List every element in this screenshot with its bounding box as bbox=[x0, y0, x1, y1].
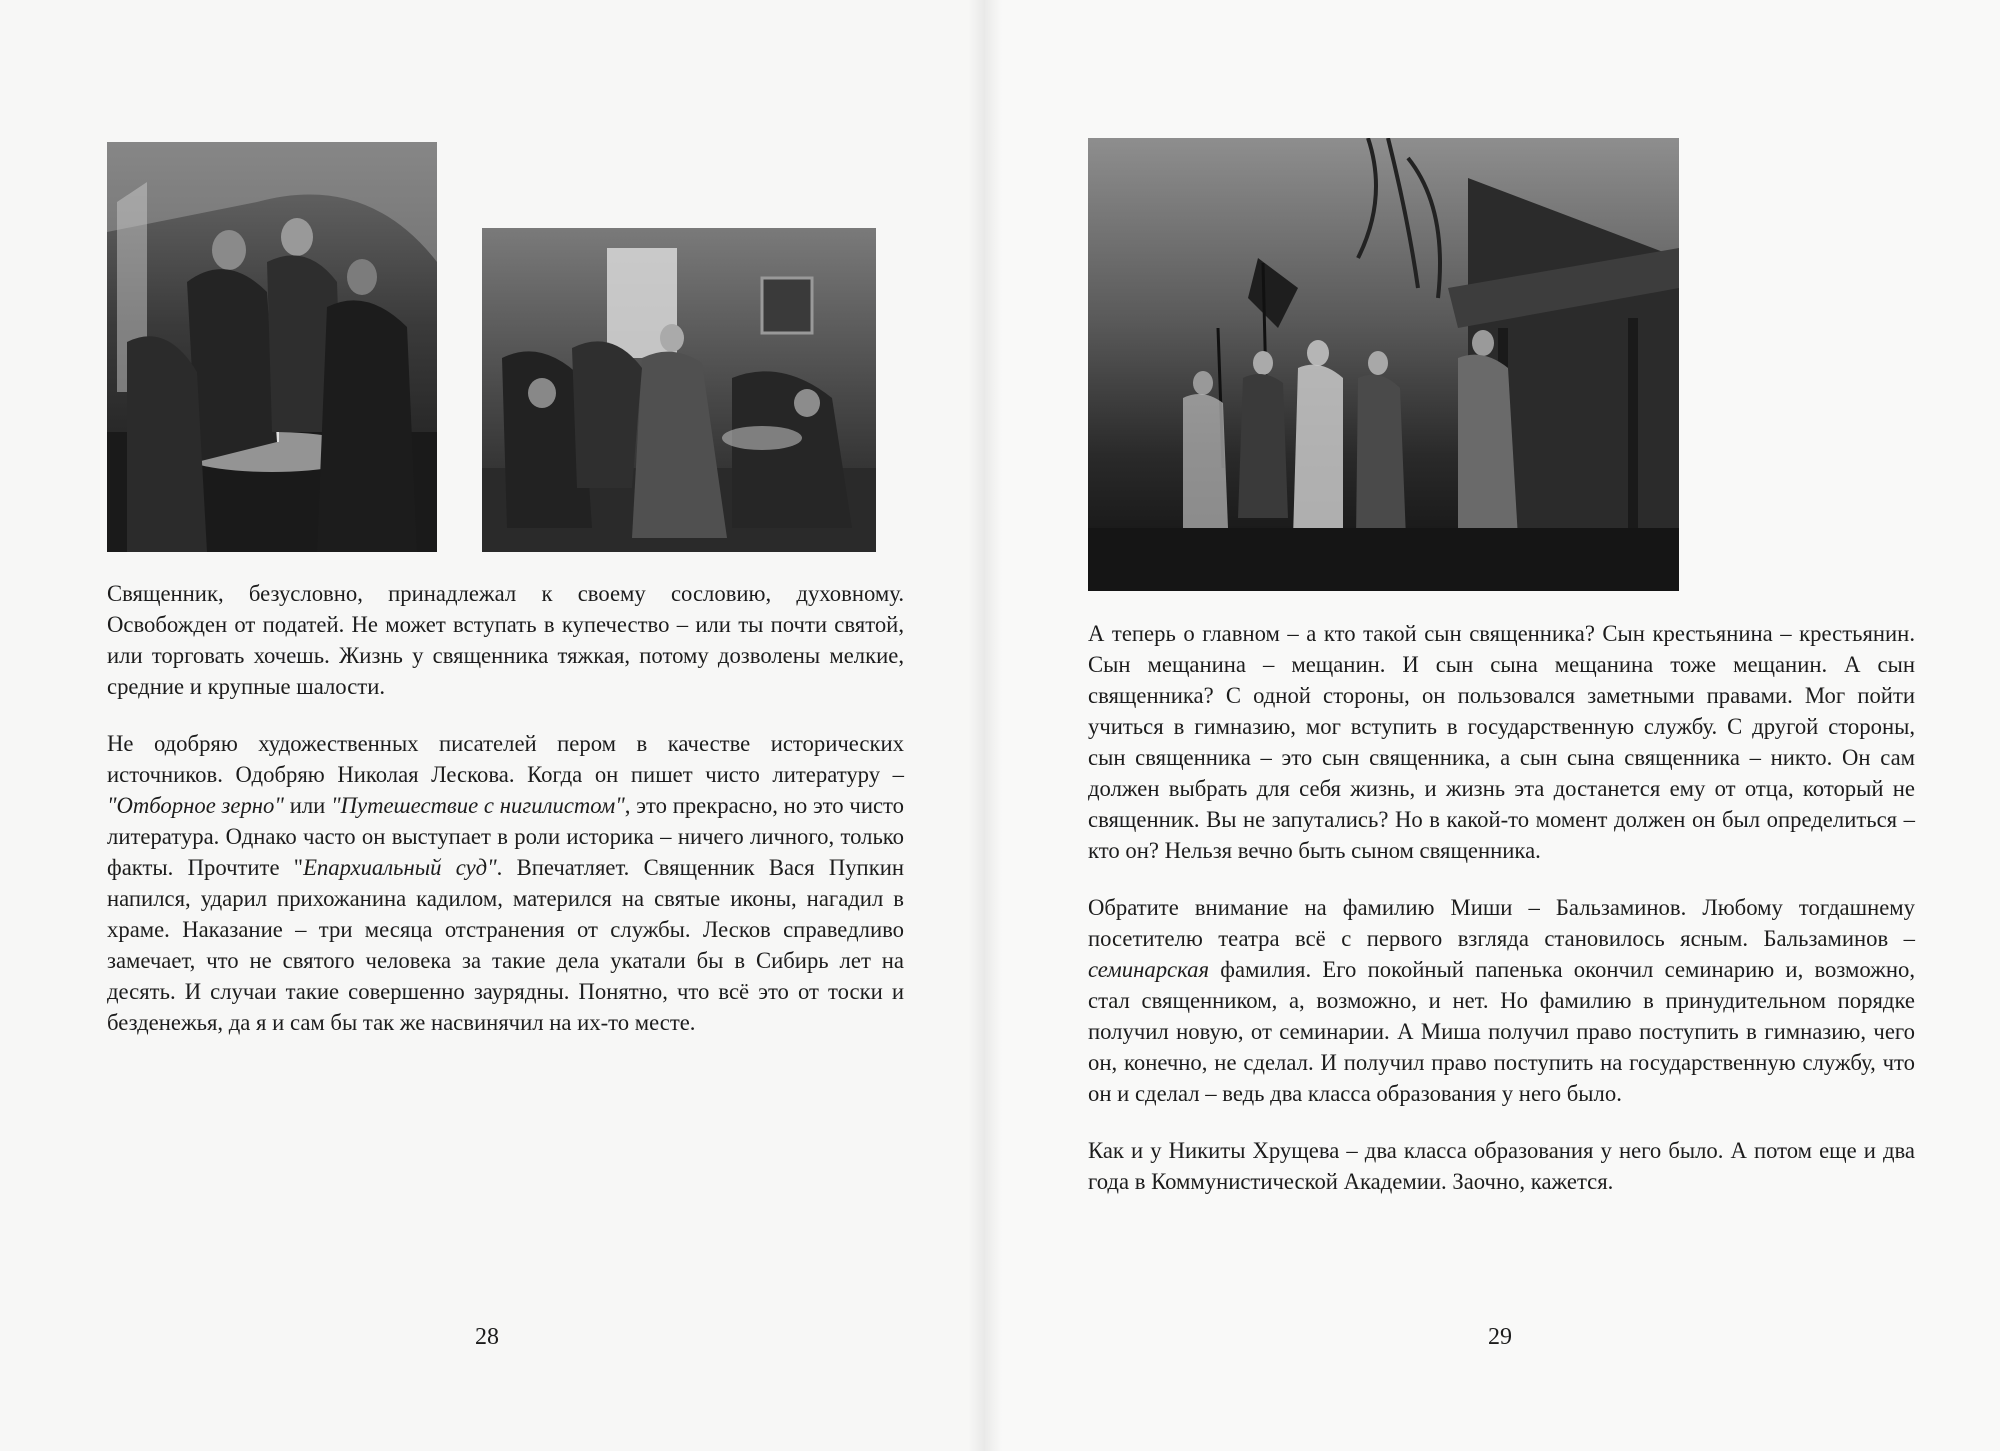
paragraph bbox=[1088, 892, 1915, 1109]
illustration-priest-in-drawing-room bbox=[482, 228, 876, 552]
paragraph: А теперь о главном – а кто такой сын священника? Сын крестьянина – крестьянин. Сын мещанина – мещанин. И сын сына мещанина тоже мещанин. А сын священника? С одной стороны, он пользовался заметными правами. Мог пойти учиться в гимназию, мог вступить в государственную службу. С другой стороны, сын священника – это сын священника, а сын сына священника – никто. Он сам должен выбрать для себя жизнь, и жизнь эта достанется ему от отца, который не священник. Вы не запутались? Но в какой-то момент должен он был определиться – кто он? Нельзя вечно быть сыном священника. bbox=[1088, 621, 1915, 863]
text-run: Не одобряю художественных писателей пером в качестве исторических источников. Одобряю Николая Лескова. Когда он пишет чисто литературу – bbox=[107, 731, 904, 787]
book-title: Епархиальный суд" bbox=[303, 855, 497, 880]
paragraph: Как и у Никиты Хрущева – два класса образования у него было. А потом еще и два года в Коммунистической Академии. Заочно, кажется. bbox=[1088, 1138, 1915, 1194]
illustration-priests-at-table bbox=[107, 142, 437, 552]
left-page bbox=[0, 0, 985, 1451]
book-title: "Отборное зерно" bbox=[107, 793, 284, 818]
illustration-village-procession bbox=[1088, 138, 1679, 591]
page-number: 29 bbox=[1488, 1324, 1512, 1350]
page-number: 28 bbox=[475, 1324, 499, 1350]
paragraph: Священник, безусловно, принадлежал к своему сословию, духовному. Освобожден от податей. Не может вступать в купечество – или ты почти святой, или торговать хочешь. Жизнь у священника тяжкая, потому дозволены мелкие, средние и крупные шалости. bbox=[107, 581, 904, 699]
right-page-text bbox=[1088, 618, 1915, 1223]
book-gutter-shadow bbox=[968, 0, 1002, 1451]
left-page-text bbox=[107, 578, 904, 1064]
emphasis: семинарская bbox=[1088, 957, 1210, 982]
text-run: или bbox=[283, 793, 332, 818]
text-run: , это прекрасно, но это чисто литература. Однако часто он выступает в роли историка – ничего личного, только факты. Прочтите " bbox=[107, 793, 905, 880]
book-title: "Путешествие с нигилистом" bbox=[331, 793, 625, 818]
text-run: фамилия. Его покойный папенька окончил семинарию и, возможно, стал священником, а, возможно, и нет. Но фамилию в принудительном порядке получил новую, от семинарии. А Миша получил право поступить в гимназию, чего он, конечно, не сделал. И получил право поступить на государственную службу, что он и сделал – ведь два класса образования у него было. bbox=[1088, 957, 1915, 1106]
text-run: Обратите внимание на фамилию Миши – Бальзаминов. Любому тогдашнему посетителю театра всё с первого взгляда становилось ясным. Бальзаминов – bbox=[1088, 895, 1915, 951]
text-run: . Впечатляет. Священник Вася Пупкин напился, ударил прихожанина кадилом, матерился на святые иконы, нагадил в храме. Наказание – три месяца отстранения от службы. Лесков справедливо замечает, что не святого человека за такие дела укатали бы в Сибирь лет на десять. И случаи такие совершенно заурядны. Понятно, что всё это от тоски и безденежья, да я и сам бы так же насвинячил на их-то месте. bbox=[107, 855, 905, 1035]
paragraph bbox=[107, 728, 904, 1038]
right-page bbox=[985, 0, 2000, 1451]
